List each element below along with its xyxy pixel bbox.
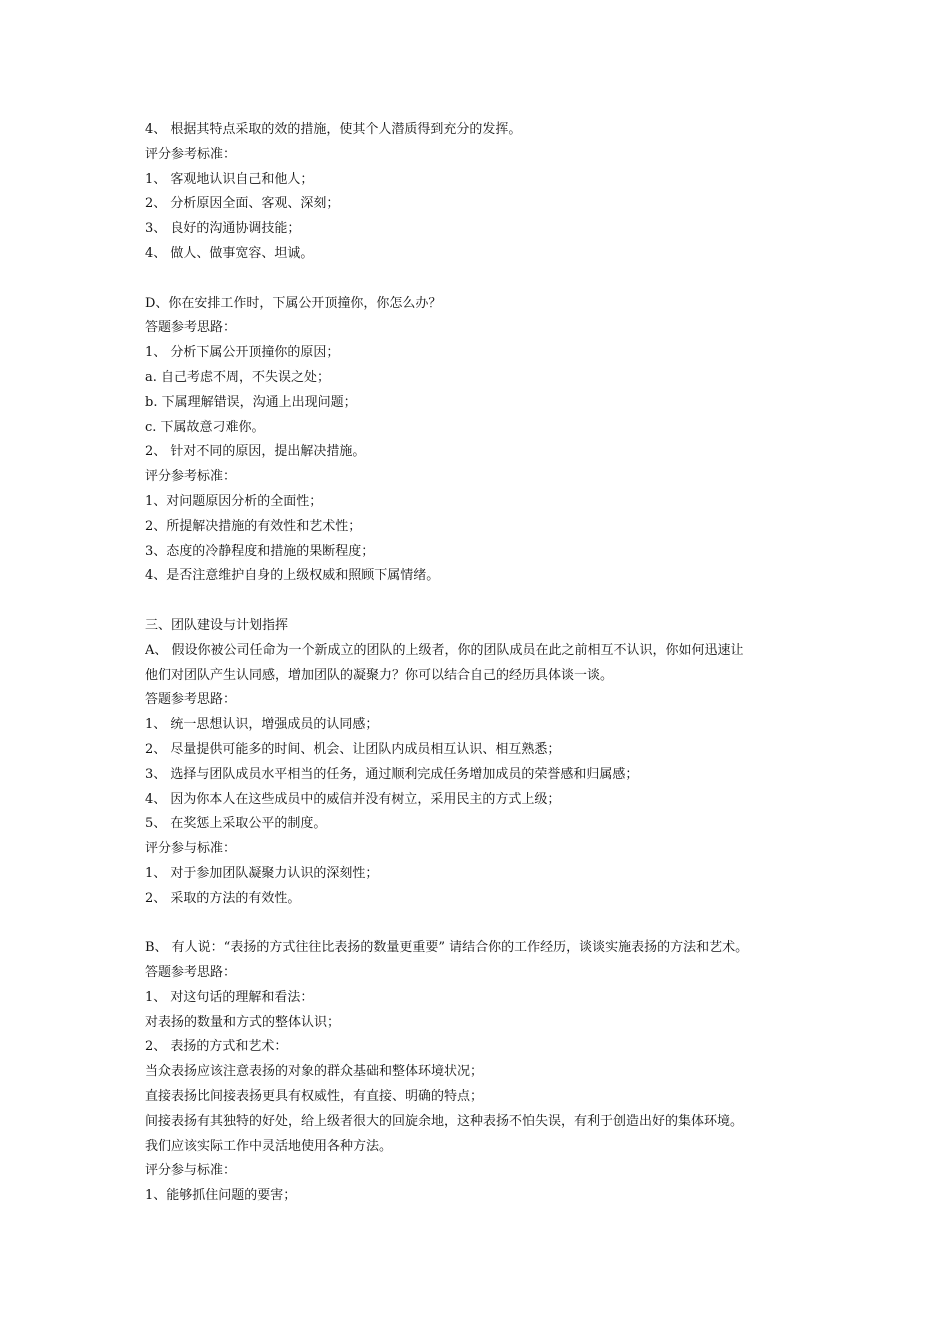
text-line: 1、 分析下属公开顶撞你的原因； (145, 345, 340, 361)
text-line: 评分参考标准： (145, 469, 237, 485)
paragraph-gap (145, 267, 825, 292)
text-line: 他们对团队产生认同感，增加团队的凝聚力？你可以结合自己的经历具体谈一谈。 (145, 667, 614, 683)
text-line: 3、 良好的沟通协调技能； (145, 221, 301, 237)
text-line: a. 自己考虑不周，不失误之处； (145, 369, 331, 385)
text-line: 3、 选择与团队成员水平相当的任务，通过顺利完成任务增加成员的荣誉感和归属感； (145, 766, 639, 782)
text-line: 1、 客观地认识自己和他人； (145, 171, 314, 187)
text-line: 1、 对于参加团队凝聚力认识的深刻性； (145, 865, 379, 881)
text-line: 4、是否注意维护自身的上级权威和照顾下属情绪。 (145, 568, 440, 584)
text-line: 答题参考思路： (145, 320, 237, 336)
text-line: 当众表扬应该注意表扬的对象的群众基础和整体环境状况； (145, 1064, 484, 1080)
text-line: 1、能够抓住问题的要害； (145, 1188, 297, 1204)
text-line: 4、 因为你本人在这些成员中的威信并没有树立，采用民主的方式上级； (145, 791, 561, 807)
text-line: 直接表扬比间接表扬更具有权威性，有直接、明确的特点； (145, 1089, 484, 1105)
text-line: 评分参与标准： (145, 1163, 237, 1179)
text-line: 1、 对这句话的理解和看法： (145, 989, 314, 1005)
text-line: 1、 统一思想认识，增强成员的认同感； (145, 717, 379, 733)
text-line: 4、 做人、做事宽容、坦诚。 (145, 245, 314, 261)
text-line: 5、 在奖惩上采取公平的制度。 (145, 816, 327, 832)
text-line: 2、 针对不同的原因，提出解决措施。 (145, 444, 366, 460)
paragraph-gap (145, 589, 825, 614)
text-line: B、 有人说：“表扬的方式往往比表扬的数量更重要” 请结合你的工作经历，谈谈实施表扬的方法和艺术。 (145, 940, 749, 956)
text-line: 对表扬的数量和方式的整体认识； (145, 1014, 341, 1030)
text-line: 我们应该实际工作中灵活地使用各种方法。 (145, 1138, 393, 1154)
text-line: 2、 表扬的方式和艺术： (145, 1039, 288, 1055)
text-line: b. 下属理解错误，沟通上出现问题； (145, 394, 357, 410)
text-line: 2、 分析原因全面、客观、深刻； (145, 196, 340, 212)
text-line: 评分参考标准： (145, 146, 237, 162)
text-line: 2、 尽量提供可能多的时间、机会、让团队内成员相互认识、相互熟悉； (145, 741, 561, 757)
text-line: 4、 根据其特点采取的效的措施，使其个人潜质得到充分的发挥。 (145, 122, 522, 137)
text-line: 2、 采取的方法的有效性。 (145, 890, 301, 906)
text-line: 三、团队建设与计划指挥 (145, 617, 289, 633)
document-body (145, 118, 825, 1209)
text-line: 2、所提解决措施的有效性和艺术性； (145, 518, 362, 534)
text-line: 答题参考思路： (145, 965, 237, 981)
text-line: 3、态度的冷静程度和措施的果断程度； (145, 543, 375, 559)
text-line: 答题参考思路： (145, 692, 237, 708)
text-line: 间接表扬有其独特的好处，给上级者很大的回旋余地，这种表扬不怕失误，有利于创造出好的集体环境。 (145, 1113, 744, 1129)
text-line: 评分参与标准： (145, 841, 237, 857)
text-line: c. 下属故意刁难你。 (145, 419, 265, 435)
text-line: D、你在安排工作时，下属公开顶撞你，你怎么办？ (145, 295, 442, 311)
text-line: 1、对问题原因分析的全面性； (145, 493, 323, 509)
text-line: A、 假设你被公司任命为一个新成立的团队的上级者，你的团队成员在此之前相互不认识，你如何迅速让 (145, 642, 744, 658)
paragraph-gap (145, 912, 825, 937)
